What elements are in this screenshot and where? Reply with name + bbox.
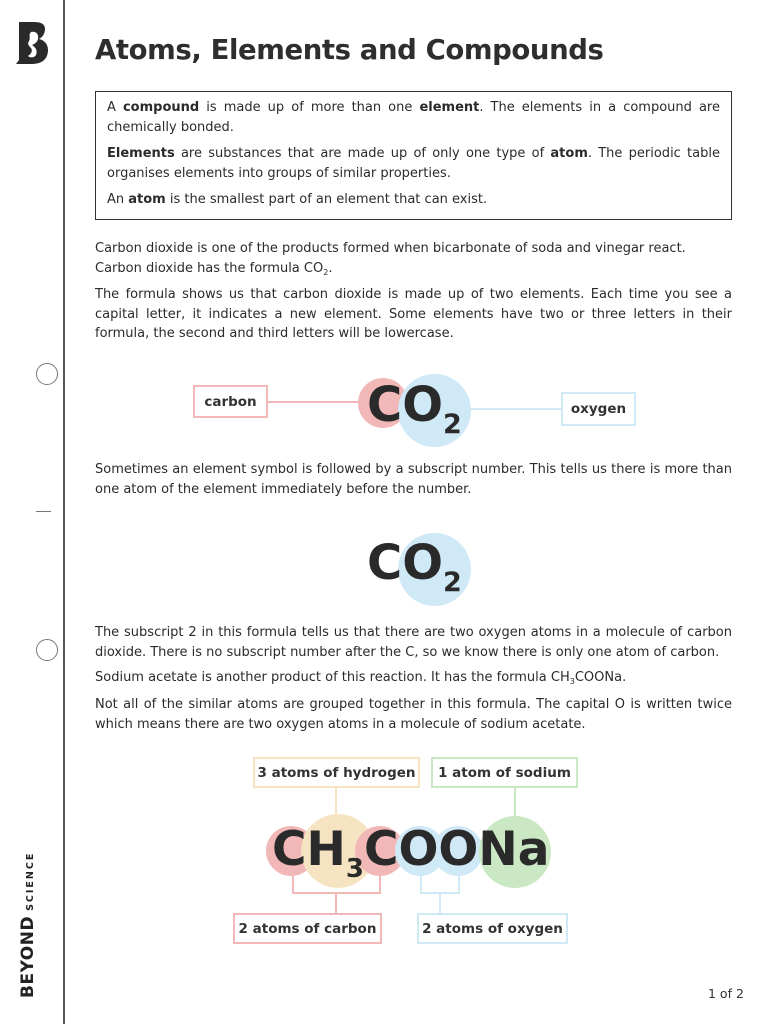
paragraph-sodium-acetate: Sodium acetate is another product of this reaction. It has the formula $CH_3COONa$. bbox=[95, 670, 627, 686]
beyond-logo-icon bbox=[14, 20, 50, 66]
label-hydrogen: 3 atoms of hydrogen bbox=[253, 757, 420, 788]
definition-compound: A compound is made up of more than one element. The elements in a compound are chemically bonded. bbox=[107, 100, 720, 135]
carbon-connector bbox=[267, 401, 362, 403]
carbon-stem bbox=[335, 892, 337, 914]
label-oxygen: 2 atoms of oxygen bbox=[417, 913, 568, 944]
definitions-box bbox=[95, 91, 732, 220]
paragraph-formula: The formula shows us that carbon dioxide is made up of two elements. Each time you see a capital letter, it indicates a new element. Some elements have two or three letters in their formula, the second and third letters will be lowercase. bbox=[95, 287, 732, 341]
binder-hole bbox=[36, 363, 58, 385]
label-carbon: 2 atoms of carbon bbox=[233, 913, 382, 944]
label-oxygen: oxygen bbox=[561, 392, 636, 426]
margin-rule bbox=[63, 0, 65, 1024]
co2-formula: $CO_2$ bbox=[367, 535, 462, 598]
page-number: 1 of 2 bbox=[708, 986, 744, 1001]
brand-sub: SCIENCE bbox=[25, 851, 36, 911]
brand-main: BEYOND bbox=[18, 915, 38, 998]
page-title: Atoms, Elements and Compounds bbox=[95, 34, 604, 66]
definition-atom: An atom is the smallest part of an element that can exist. bbox=[107, 192, 488, 207]
definition-elements: Elements are substances that are made up of only one type of atom. The periodic table organises elements into groups of similar properties. bbox=[107, 146, 720, 181]
paragraph-subscript-2: The subscript 2 in this formula tells us that there are two oxygen atoms in a molecule of carbon dioxide. There is no subscript number after the C, so we know there is only one atom of carbon. bbox=[95, 625, 732, 660]
paragraph-subscript: Sometimes an element symbol is followed by a subscript number. This tells us there is more than one atom of the element immediately before the number. bbox=[95, 462, 732, 497]
label-carbon: carbon bbox=[193, 385, 268, 418]
paragraph-oxygen-atoms: Not all of the similar atoms are grouped together in this formula. The capital O is written twice which means there are two oxygen atoms in a molecule of sodium acetate. bbox=[95, 697, 732, 732]
fold-mark bbox=[36, 511, 51, 512]
brand-wordmark bbox=[18, 852, 38, 998]
oxygen-stem bbox=[439, 892, 441, 914]
binder-hole bbox=[36, 639, 58, 661]
sodium-acetate-formula: $CH_3COONa$ bbox=[272, 822, 550, 884]
hydrogen-connector bbox=[335, 787, 337, 817]
sodium-connector bbox=[514, 787, 516, 817]
co2-formula: $CO_2$ bbox=[367, 377, 462, 440]
paragraph-co2-intro: Carbon dioxide is one of the products formed when bicarbonate of soda and vinegar react. Carbon dioxide has the formula $CO_2$. bbox=[95, 241, 686, 277]
label-sodium: 1 atom of sodium bbox=[431, 757, 578, 788]
oxygen-connector bbox=[468, 408, 563, 410]
